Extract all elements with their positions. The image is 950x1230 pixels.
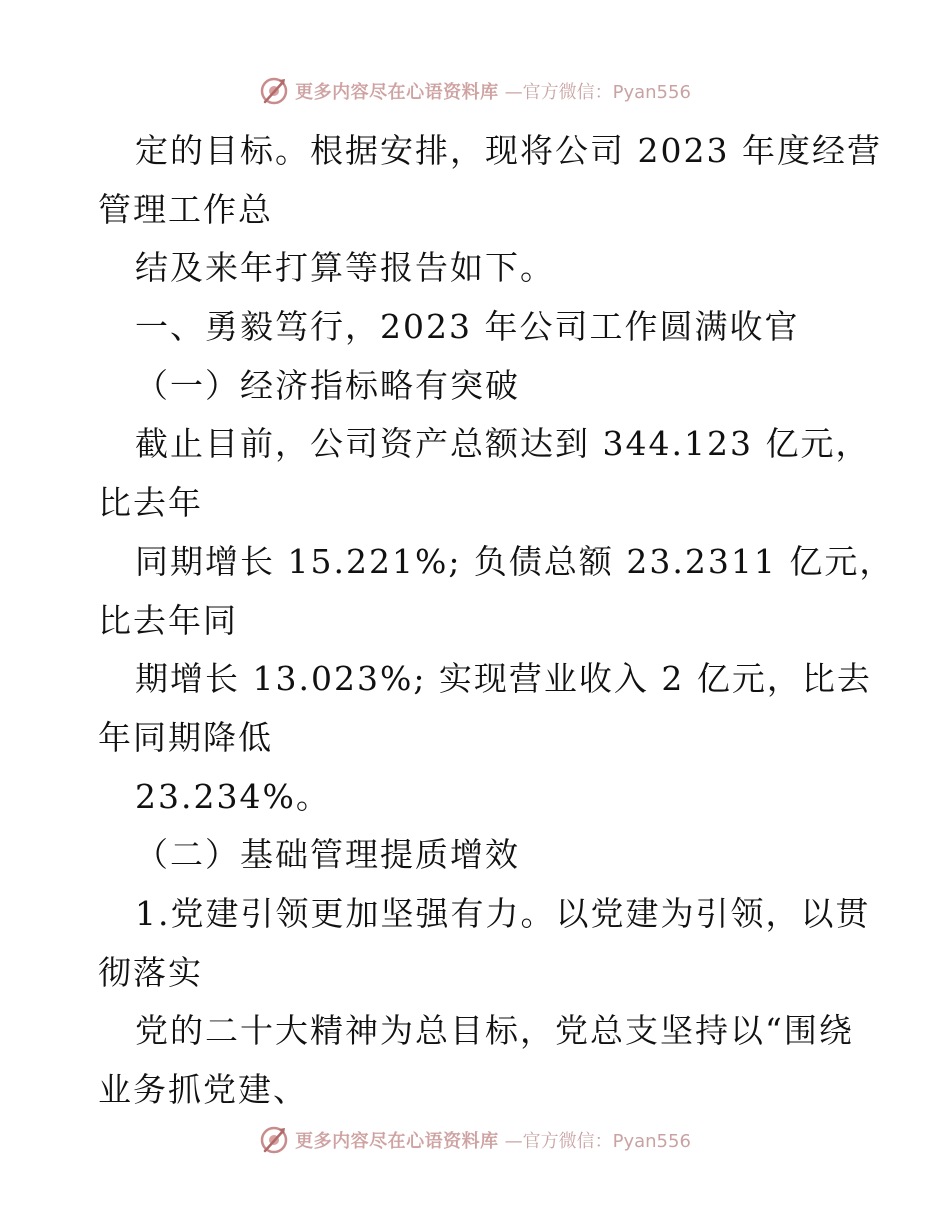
body-line: 管理工作总 xyxy=(98,189,273,229)
body-line: 期增长 13.023%; 实现营业收入 2 亿元，比去 xyxy=(135,659,872,699)
header-watermark xyxy=(0,71,950,111)
body-line: （二）基础管理提质增效 xyxy=(135,835,520,875)
body-line: 年同期降低 xyxy=(98,717,273,757)
body-line: 截止目前，公司资产总额达到 344.123 亿元， xyxy=(135,424,871,464)
body-line: 1.党建引领更加坚强有力。以党建为引领，以贯 xyxy=(135,893,871,933)
footer-watermark-contact: —官方微信：Pyan556 xyxy=(504,1131,691,1152)
logo-icon xyxy=(259,76,289,106)
body-line: 比去年同 xyxy=(98,600,238,640)
logo-icon xyxy=(259,1125,289,1155)
body-line: 结及来年打算等报告如下。 xyxy=(135,248,555,288)
body-line: 业务抓党建、 xyxy=(98,1070,308,1109)
body-line: 彻落实 xyxy=(98,952,203,992)
footer-watermark-title: 更多内容尽在心语资料库 xyxy=(295,1131,499,1152)
body-line: 比去年 xyxy=(98,483,203,523)
body-line: 定的目标。根据安排，现将公司 2023 年度经营 xyxy=(135,131,882,170)
header-watermark-contact: —官方微信：Pyan556 xyxy=(504,82,691,103)
header-watermark-title: 更多内容尽在心语资料库 xyxy=(295,82,499,103)
body-line: （一）经济指标略有突破 xyxy=(135,365,520,405)
body-line: 同期增长 15.221%; 负债总额 23.2311 亿元， xyxy=(135,541,895,581)
body-line: 23.234%。 xyxy=(135,776,331,816)
footer-watermark xyxy=(0,1120,950,1160)
document-body xyxy=(98,122,895,1120)
body-line: 党的二十大精神为总目标，党总支坚持以“围绕 xyxy=(135,1011,854,1051)
body-line: 一、勇毅笃行，2023 年公司工作圆满收官 xyxy=(135,307,800,347)
